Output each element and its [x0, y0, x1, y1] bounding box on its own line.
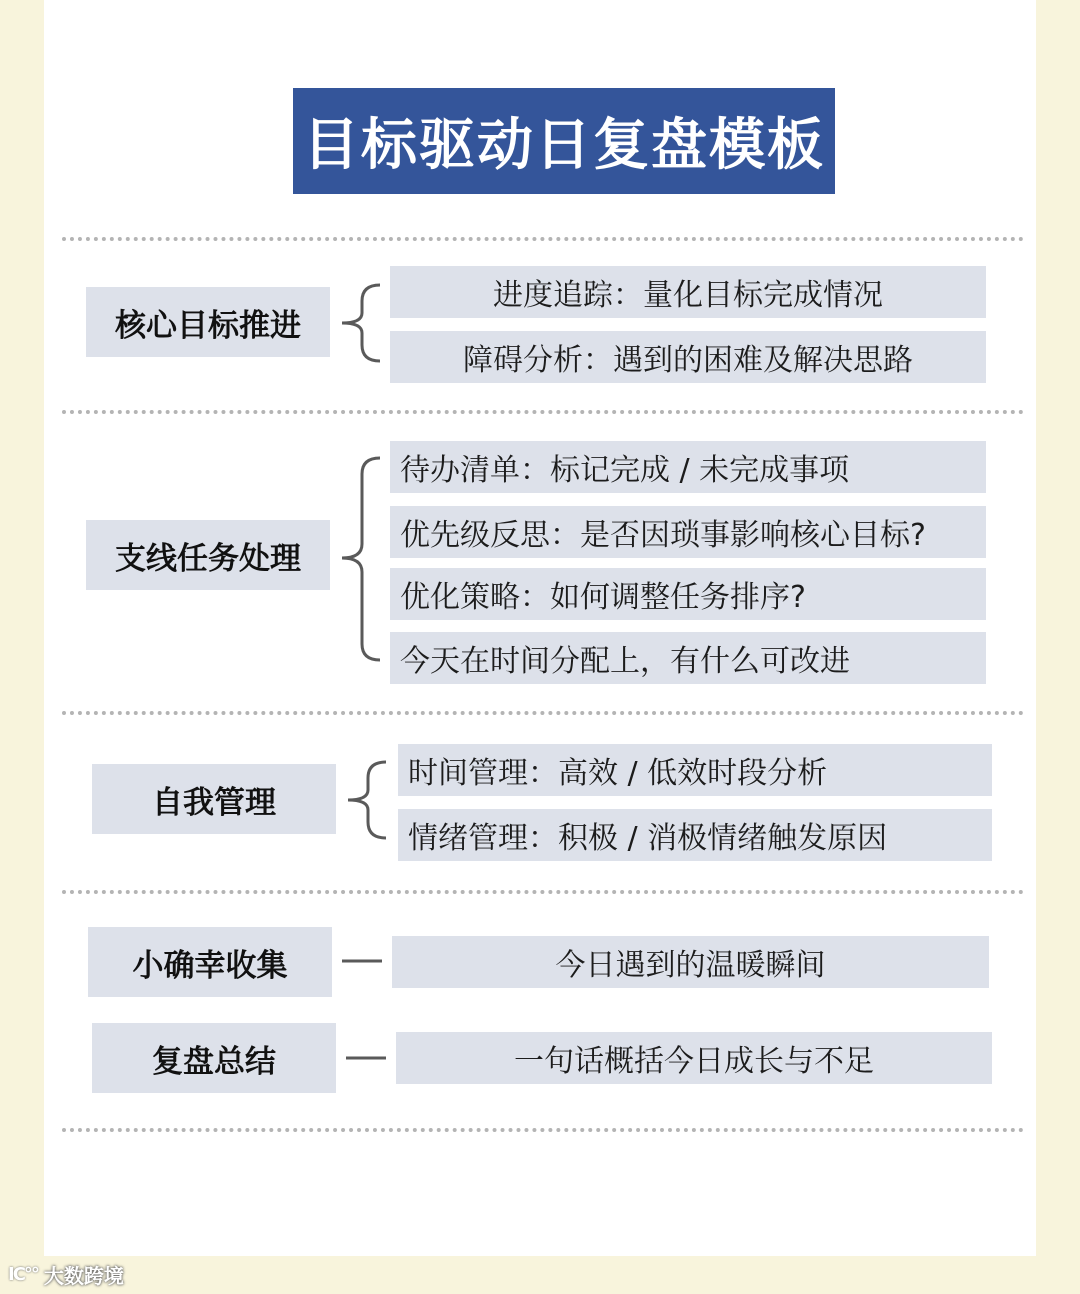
watermark-text: 大数跨境	[43, 1263, 124, 1288]
category-self-management: 自我管理	[92, 764, 336, 834]
dash-connector	[344, 1055, 388, 1061]
item-obstacle-analysis: 障碍分析：遇到的困难及解决思路	[390, 331, 986, 383]
brace-connector	[344, 760, 394, 840]
category-small-joys: 小确幸收集	[88, 927, 332, 997]
section-divider	[62, 890, 1024, 894]
item-progress-tracking: 进度追踪：量化目标完成情况	[390, 266, 986, 318]
template-title: 目标驱动日复盘模板	[293, 88, 835, 194]
item-time-management: 时间管理：高效 / 低效时段分析	[398, 744, 992, 796]
item-one-sentence-summary: 一句话概括今日成长与不足	[396, 1032, 992, 1084]
category-core-goal: 核心目标推进	[86, 287, 330, 357]
dash-connector	[340, 958, 384, 964]
category-side-tasks: 支线任务处理	[86, 520, 330, 590]
item-priority-reflection: 优先级反思：是否因琐事影响核心目标?	[390, 506, 986, 558]
section-divider	[62, 1128, 1024, 1132]
watermark	[8, 1260, 124, 1288]
item-time-allocation: 今天在时间分配上，有什么可改进	[390, 632, 986, 684]
brace-connector	[338, 283, 388, 363]
item-warm-moments: 今日遇到的温暖瞬间	[392, 936, 989, 988]
watermark-logo: IC°°	[8, 1263, 38, 1285]
item-optimization-strategy: 优化策略：如何调整任务排序?	[390, 568, 986, 620]
section-divider	[62, 237, 1024, 241]
category-review-summary: 复盘总结	[92, 1023, 336, 1093]
section-divider	[62, 711, 1024, 715]
item-emotion-management: 情绪管理：积极 / 消极情绪触发原因	[398, 809, 992, 861]
brace-connector	[338, 456, 388, 662]
section-divider	[62, 410, 1024, 414]
item-todo-list: 待办清单：标记完成 / 未完成事项	[390, 441, 986, 493]
